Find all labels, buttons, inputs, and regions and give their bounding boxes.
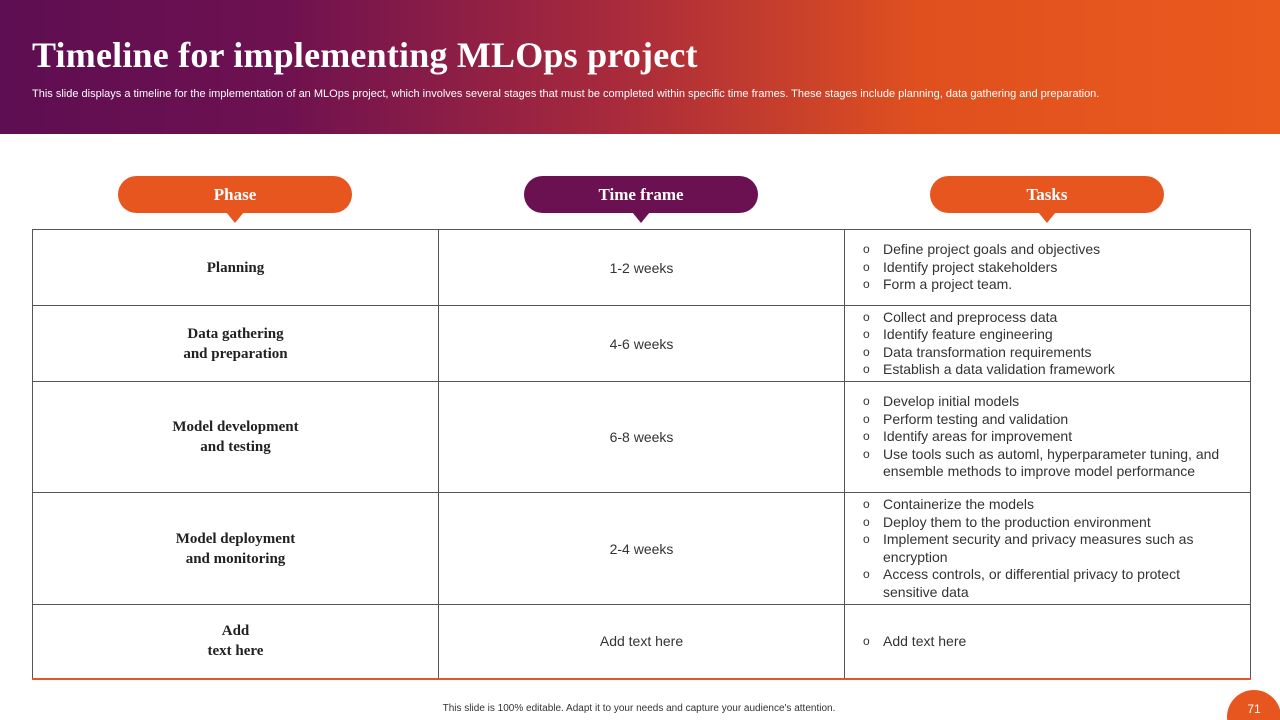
task-text: Form a project team. (883, 276, 1013, 293)
circle-bullet-icon: o (863, 309, 870, 324)
phase-label: Planning (206, 259, 265, 276)
table-row (33, 306, 1251, 382)
time-frame-cell: 1-2 weeks (439, 230, 845, 306)
table-row (33, 382, 1251, 493)
time-frame-cell: 2-4 weeks (439, 493, 845, 605)
task-item (863, 361, 1220, 379)
circle-bullet-icon: o (863, 532, 870, 546)
circle-bullet-icon: o (863, 446, 870, 461)
circle-bullet-icon: o (863, 567, 870, 581)
footer-note-text: This slide is 100% editable. Adapt it to your needs and capture your audience's attention. (442, 703, 836, 714)
task-text: Implement security and privacy measures such as encryption (883, 531, 1194, 565)
phase-label: Model development (172, 419, 299, 435)
task-text: Collect and preprocess data (883, 308, 1058, 325)
circle-bullet-icon: o (863, 277, 870, 292)
task-text: Establish a data validation framework (883, 361, 1115, 377)
task-text: Identify feature engineering (883, 326, 1053, 342)
tasks-cell (845, 230, 1251, 306)
task-item (863, 514, 1220, 532)
task-text: Access controls, or differential privacy to protect sensitive data (883, 566, 1180, 600)
task-item (863, 344, 1220, 362)
circle-bullet-icon: o (863, 344, 870, 359)
phase-label: text here (207, 643, 264, 660)
task-item (863, 326, 1220, 344)
task-list (863, 633, 1220, 651)
table-row (33, 493, 1251, 605)
phase-label: and preparation (183, 345, 288, 362)
task-item (863, 496, 1220, 514)
circle-bullet-icon: o (863, 394, 870, 409)
task-text: Perform testing and validation (883, 410, 1069, 427)
task-list (863, 496, 1220, 601)
circle-bullet-icon: o (863, 362, 870, 376)
circle-bullet-icon: o (863, 633, 870, 648)
phase-cell (33, 605, 439, 679)
slide-subtitle: This slide displays a timeline for the implementation of an MLOps project, which involves several stages that must be completed within specific time frames. These stages include planning, data gathering and preparation. (32, 88, 1100, 100)
circle-bullet-icon: o (863, 242, 870, 257)
task-text: Use tools such as automl, hyperparameter tuning, and ensemble methods to improve model performance (883, 445, 1220, 480)
task-list (863, 309, 1220, 379)
header-banner (0, 0, 1280, 134)
tasks-cell (845, 382, 1251, 493)
tasks-cell (845, 306, 1251, 382)
phase-label: and monitoring (185, 550, 286, 567)
task-text: Define project goals and objectives (883, 241, 1101, 258)
task-item (863, 276, 1220, 294)
phase-cell (33, 493, 439, 605)
time-frame-cell: 4-6 weeks (439, 306, 845, 382)
phase-cell (33, 306, 439, 382)
task-text: Deploy them to the production environment (883, 513, 1151, 530)
timeline-table (32, 229, 1251, 680)
task-list (863, 393, 1220, 481)
circle-bullet-icon: o (863, 259, 870, 274)
tasks-cell (845, 605, 1251, 679)
task-text: Develop initial models (883, 393, 1020, 410)
task-text: Data transformation requirements (883, 343, 1092, 360)
phase-label: Add (221, 623, 250, 640)
circle-bullet-icon: o (863, 497, 870, 511)
circle-bullet-icon: o (863, 514, 870, 529)
timeline-table-body (33, 230, 1251, 679)
task-text: Identify areas for improvement (883, 428, 1073, 445)
task-text: Containerize the models (883, 496, 1034, 512)
task-item (863, 393, 1220, 411)
task-list (863, 241, 1220, 294)
task-text: Identify project stakeholders (883, 258, 1058, 275)
page-number-badge (1227, 690, 1280, 720)
task-item (863, 633, 1220, 651)
task-item (863, 428, 1220, 446)
phase-cell (33, 382, 439, 493)
task-item (863, 446, 1220, 481)
slide-title: Timeline for implementing MLOps project (32, 35, 698, 75)
time-frame-cell: 6-8 weeks (439, 382, 845, 493)
table-row (33, 230, 1251, 306)
phase-label: Data gathering (187, 325, 284, 342)
tasks-cell (845, 493, 1251, 605)
page-number: 71 (1247, 702, 1261, 716)
circle-bullet-icon: o (863, 429, 870, 444)
circle-bullet-icon: o (863, 411, 870, 426)
task-item (863, 259, 1220, 277)
task-item (863, 241, 1220, 259)
phase-cell (33, 230, 439, 306)
task-item (863, 566, 1220, 601)
tasks-column-header: Tasks (930, 176, 1164, 213)
footer-note (0, 703, 1280, 714)
phase-column-header: Phase (118, 176, 352, 213)
time-frame-column-header: Time frame (524, 176, 758, 213)
task-item (863, 309, 1220, 327)
table-row (33, 605, 1251, 679)
task-item (863, 411, 1220, 429)
time-frame-cell: Add text here (439, 605, 845, 679)
circle-bullet-icon: o (863, 327, 870, 341)
task-item (863, 531, 1220, 566)
phase-label: Model deployment (175, 530, 296, 547)
phase-label: and testing (200, 439, 271, 455)
task-text: Add text here (883, 632, 967, 649)
